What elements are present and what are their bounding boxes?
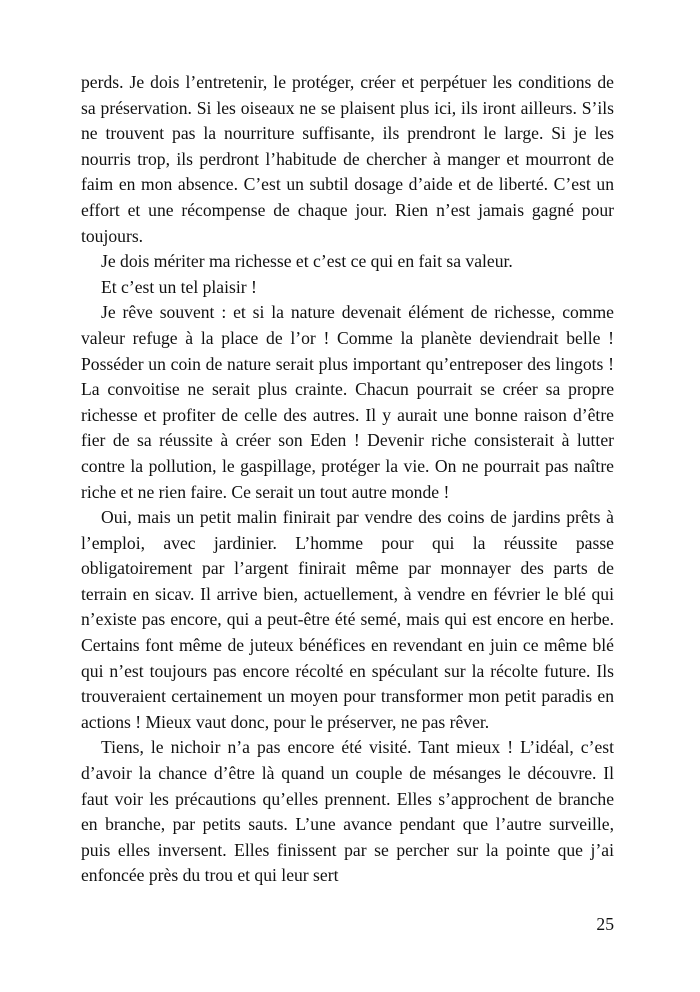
paragraph: Tiens, le nichoir n’a pas encore été visité. Tant mieux ! L’idéal, c’est d’avoir la chance d’être là quand un couple de mésanges le découvre. Il faut voir les précautions qu’elles prennent. Elles s’approchent de branche en branche, par petits sauts. L’une avance pendant que l’autre surveille, puis elles inversent. Elles finissent par se percher sur la pointe que j’ai enfoncée près du trou et qui leur sert [81, 737, 614, 886]
paragraph-continuation: perds. Je dois l’entretenir, le protéger, créer et perpétuer les conditions de sa préservation. Si les oiseaux ne se plaisent plus ici, ils iront ailleurs. S’ils ne trouvent pas la nourriture suffisante, ils prendront le large. Si je les nourris trop, ils perdront l’habitude de chercher à manger et mourront de faim en mon absence. C’est un subtil dosage d’aide et de liberté. C’est un effort et une récompense de chaque jour. Rien n’est jamais gagné pour toujours. [81, 72, 614, 246]
paragraph: Je rêve souvent : et si la nature devenait élément de richesse, comme valeur refuge à la place de l’or ! Comme la planète deviendrait belle ! Posséder un coin de nature serait plus important qu’entreposer des lingots ! La convoitise ne serait plus crainte. Chacun pourrait se créer sa propre richesse et profiter de celle des autres. Il y aurait une bonne raison d’être fier de sa réussite à créer son Eden ! Devenir riche consisterait à lutter contre la pollution, le gaspillage, protéger la vie. On ne pourrait pas naître riche et ne rien faire. Ce serait un tout autre monde ! [81, 302, 614, 502]
paragraph: Je dois mériter ma richesse et c’est ce qui en fait sa valeur. [101, 251, 513, 272]
paragraph: Oui, mais un petit malin finirait par vendre des coins de jardins prêts à l’emploi, avec jardinier. L’homme pour qui la réussite passe obligatoirement par l’argent finirait même par monnayer des parts de terrain en sicav. Il arrive bien, actuellement, à vendre en février le blé qui n’existe pas encore, qui a peut-être été semé, mais qui est encore en herbe. Certains font même de juteux bénéfices en revendant en juin ce même blé qui n’est toujours pas encore récolté en spéculant sur la récolte future. Ils trouveraient certainement un moyen pour transformer mon petit paradis en actions ! Mieux vaut donc, pour le préserver, ne pas rêver. [81, 507, 614, 732]
paragraph: Et c’est un tel plaisir ! [101, 276, 257, 297]
page-number: 25 [596, 914, 614, 934]
page-body [81, 70, 614, 889]
